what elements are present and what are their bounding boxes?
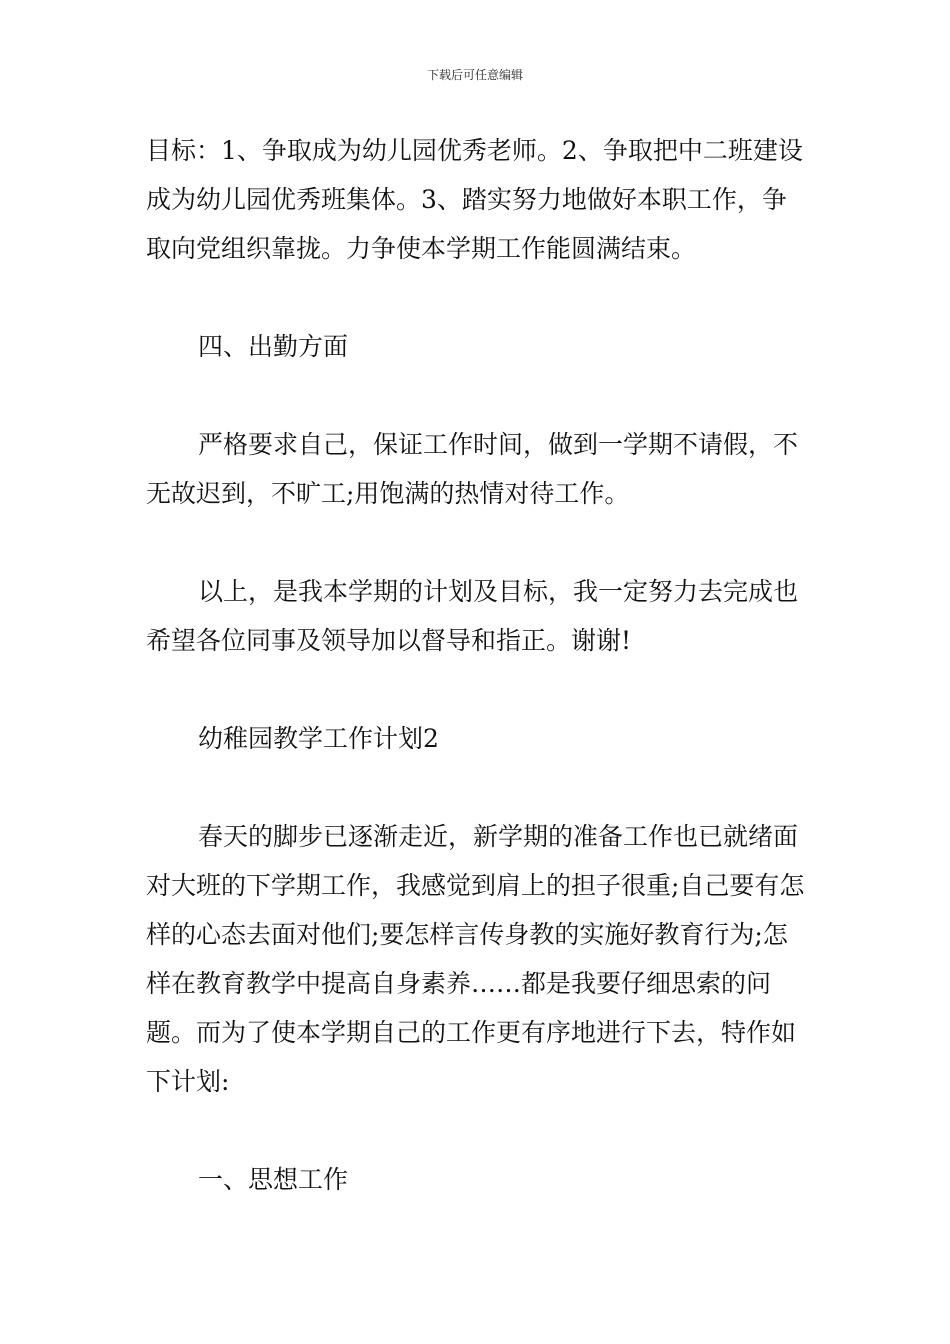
- paragraph-goals: 目标：1、争取成为幼儿园优秀老师。2、争取把中二班建设成为幼儿园优秀班集体。3、踏实努力地做好本职工作，争取向党组织靠拢。力争使本学期工作能圆满结束。: [146, 136, 803, 263]
- section-heading-attendance: 四、出勤方面: [198, 332, 349, 361]
- paragraph-intro: 春天的脚步已逐渐走近，新学期的准备工作也已就绪面对大班的下学期工作，我感觉到肩上的担子很重;自己要有怎样的心态去面对他们;要怎样言传身教的实施好教育行为;怎样在教育教学中提高自身素养……都是我要仔细思索的问题。而为了使本学期自己的工作更有序地进行下去，特作如下计划:: [146, 822, 805, 1096]
- document-body: [146, 126, 806, 1204]
- paragraph-conclusion: 以上，是我本学期的计划及目标，我一定努力去完成也希望各位同事及领导加以督导和指正。谢谢!: [146, 577, 799, 655]
- section-heading-thought-work: 一、思想工作: [198, 1165, 349, 1194]
- paragraph-attendance: 严格要求自己，保证工作时间，做到一学期不请假，不无故迟到，不旷工;用饱满的热情对待工作。: [146, 430, 799, 508]
- page-header-note: 下载后可任意编辑: [426, 68, 523, 82]
- plan-title: 幼稚园教学工作计划2: [198, 724, 439, 753]
